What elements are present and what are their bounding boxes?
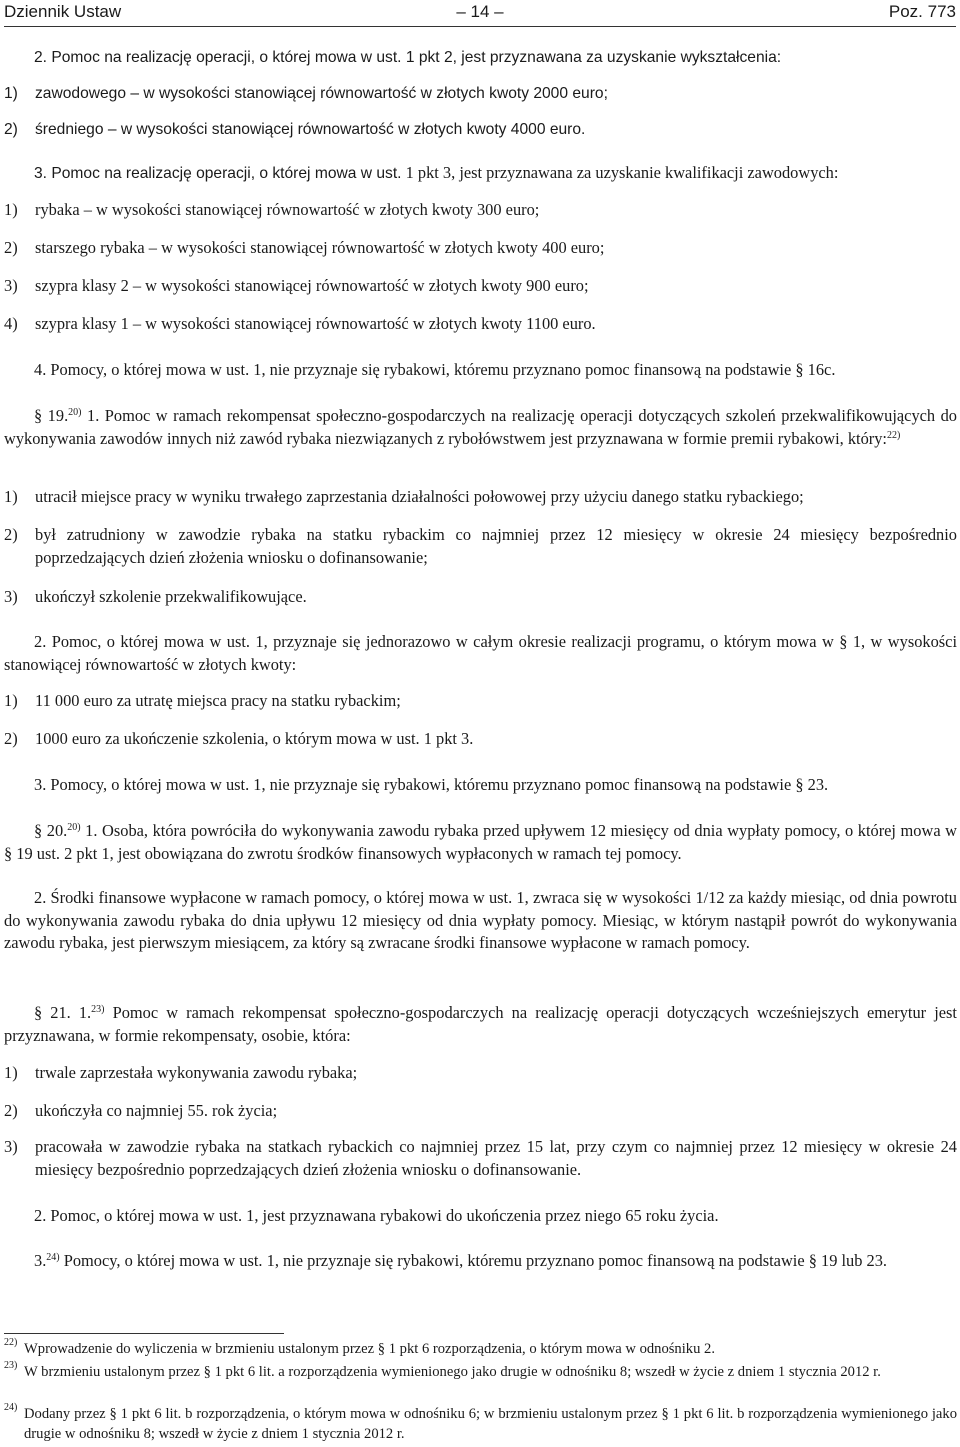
list-item: 1) utracił miejsce pracy w wyniku trwałego zaprzestania działalności połowowej przy użyciu danego statku rybackiego; bbox=[4, 487, 804, 506]
list-item: 1) trwale zaprzestała wykonywania zawodu rybaka; bbox=[4, 1063, 358, 1082]
section-20: § 20.$^{20)}$ 1. Osoba, która powróciła do wykonywania zawodu rybaka przed upływem 12 miesięcy od dnia wypłaty pomocy, o której mowa w § 19 ust. 2 pkt 1, jest obowiązana do zwrotu środków finansowych wypłaconych w ramach tej pomocy. bbox=[4, 821, 958, 863]
paragraph-2: 2. Pomoc na realizację operacji, o której mowa w ust. 1 pkt 2, jest przyznawana za uzyskanie wykształcenia: bbox=[34, 49, 782, 66]
list-item: 2) był zatrudniony w zawodzie rybaka na statku rybackim co najmniej przez 12 miesięcy w okresie 24 miesięcy bezpośrednio poprzedzających dzień złożenia wniosku o dofinansowanie; bbox=[4, 525, 957, 567]
section-19-paragraph-2: 2. Pomoc, o której mowa w ust. 1, przyznaje się jednorazowo w całym okresie realizacji programu, o którym mowa w § 1, w wysokości stanowiącej równowartość w złotych kwoty: bbox=[4, 632, 957, 674]
page-header bbox=[4, 0, 956, 27]
section-19-paragraph-3: 3. Pomocy, o której mowa w ust. 1, nie przyznaje się rybakowi, któremu przyznano pomoc finansową na podstawie § 23. bbox=[34, 775, 829, 794]
page-number: – 14 – bbox=[456, 2, 504, 21]
list-item: 2) ukończyła co najmniej 55. rok życia; bbox=[4, 1101, 278, 1120]
list-item: 2) 1000 euro za ukończenie szkolenia, o którym mowa w ust. 1 pkt 3. bbox=[4, 729, 474, 748]
list-item: 1) zawodowego – w wysokości stanowiącej równowartość w złotych kwoty 2000 euro; bbox=[4, 85, 608, 102]
footnote-divider bbox=[4, 1333, 284, 1334]
position-number: Poz. 773 bbox=[888, 2, 956, 21]
journal-title: Dziennik Ustaw bbox=[4, 2, 122, 21]
list-item: 2) starszego rybaka – w wysokości stanowiącej równowartość w złotych kwoty 400 euro; bbox=[4, 238, 605, 257]
list-item: 3) ukończył szkolenie przekwalifikowujące. bbox=[4, 587, 307, 606]
section-20-paragraph-2: 2. Środki finansowe wypłacone w ramach pomocy, o której mowa w ust. 1, zwraca się w wysokości 1/12 za każdy miesiąc, od dnia powrotu do wykonywania zawodu rybaka do dnia upływu 12 miesięcy od dnia wypłaty pomocy. Miesiąc, w którym nastąpił powrót do wykonywania zawodu rybaka, jest pierwszym miesiącem, za który są zwracane środki finansowe wypłacone w ramach pomocy. bbox=[4, 888, 957, 952]
list-item: 3) szypra klasy 2 – w wysokości stanowiącej równowartość w złotych kwoty 900 euro; bbox=[4, 276, 589, 295]
paragraph-3: 3. Pomoc na realizację operacji, o której mowa w ust. 1 pkt 3, jest przyznawana za uzyskanie kwalifikacji zawodowych: bbox=[34, 163, 839, 182]
section-19: § 19.$^{20)}$ 1. Pomoc w ramach rekompensat społeczno-gospodarczych na realizację operacji dotyczących szkoleń przekwalifikowujących do wykonywania zawodów innych niż zawód rybaka niezwiązanych z rybołówstwem jest przyznawana w formie premii rybakowi, który:$^{22)}$ bbox=[4, 406, 957, 448]
list-item: 3) pracowała w zawodzie rybaka na statkach rybackich co najmniej przez 15 lat, przy czym co najmniej przez 12 miesięcy w okresie 24 miesięcy bezpośrednio poprzedzających dzień złożenia wniosku o dofinansowanie. bbox=[4, 1137, 957, 1179]
section-21-paragraph-3: 3.$^{24)}$ Pomocy, o której mowa w ust. 1, nie przyznaje się rybakowi, któremu przyznano pomoc finansową na podstawie § 19 lub 23. bbox=[34, 1251, 888, 1270]
list-item: 2) średniego – w wysokości stanowiącej równowartość w złotych kwoty 4000 euro. bbox=[4, 121, 586, 138]
list-item: 1) rybaka – w wysokości stanowiącej równowartość w złotych kwoty 300 euro; bbox=[4, 200, 540, 219]
list-item: 1) 11 000 euro za utratę miejsca pracy na statku rybackim; bbox=[4, 691, 401, 710]
section-21: § 21. 1.$^{23)}$ Pomoc w ramach rekompensat społeczno-gospodarczych na realizację operacji dotyczących wcześniejszych emerytur jest przyznawana, w formie rekompensaty, osobie, która: bbox=[4, 1003, 957, 1045]
footnote: 24) Dodany przez § 1 pkt 6 lit. b rozporządzenia, o którym mowa w odnośniku 6; w brzmieniu ustalonym przez § 1 pkt 6 lit. b rozporządzenia wymienionego jako drugie w odnośniku 8; wszedł w życie z dniem 1 stycznia 2012 r. bbox=[4, 1402, 957, 1442]
footnote: 23) W brzmieniu ustalonym przez § 1 pkt 6 lit. a rozporządzenia wymienionego jako drugie w odnośniku 8; wszedł w życie z dniem 1 stycznia 2012 r. bbox=[4, 1360, 881, 1380]
paragraph-4: 4. Pomocy, o której mowa w ust. 1, nie przyznaje się rybakowi, któremu przyznano pomoc finansową na podstawie § 16c. bbox=[34, 360, 836, 379]
list-item: 4) szypra klasy 1 – w wysokości stanowiącej równowartość w złotych kwoty 1100 euro. bbox=[4, 314, 596, 333]
section-21-paragraph-2: 2. Pomoc, o której mowa w ust. 1, jest przyznawana rybakowi do ukończenia przez niego 65 roku życia. bbox=[34, 1206, 719, 1225]
footnote: 22) Wprowadzenie do wyliczenia w brzmieniu ustalonym przez § 1 pkt 6 rozporządzenia, o którym mowa w odnośniku 2. bbox=[4, 1337, 715, 1357]
